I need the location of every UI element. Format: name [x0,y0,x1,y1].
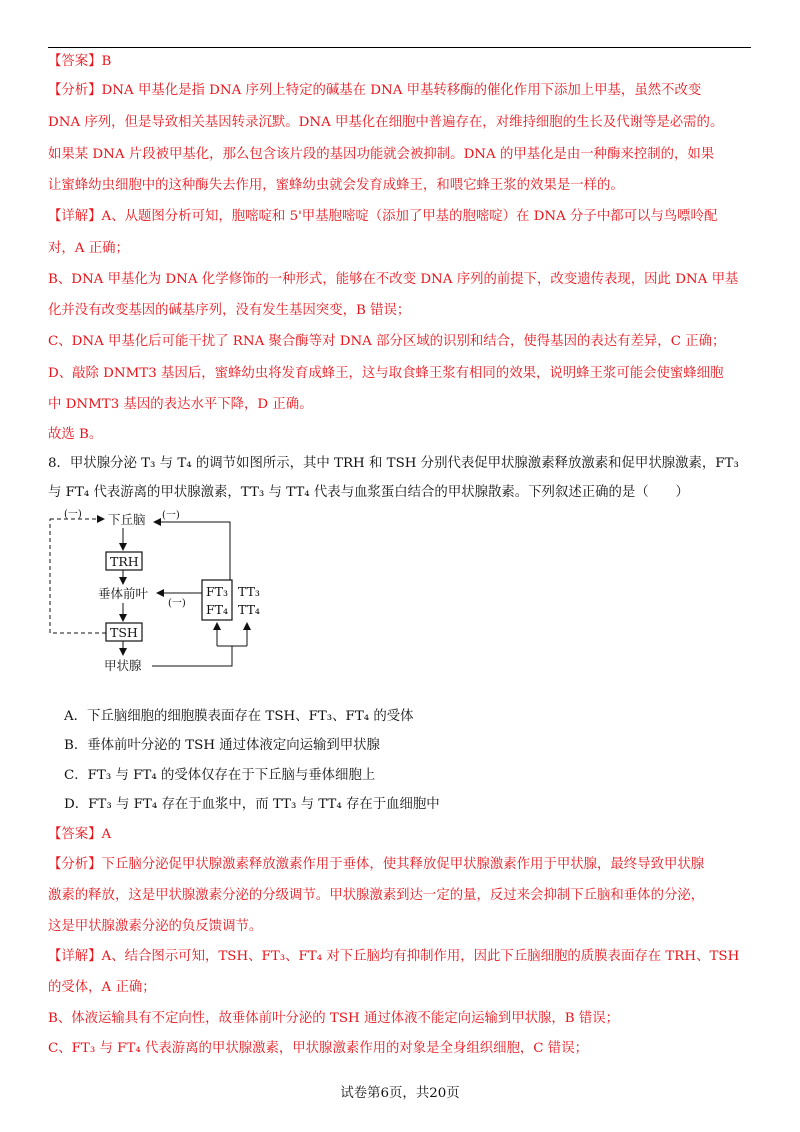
mid-inhibit-label: (一) [168,598,186,609]
tsh-label: TSH [110,625,138,640]
analysis-line-4: 让蜜蜂幼虫细胞中的这种酶失去作用，蜜蜂幼虫就会发育成蜂王，和喂它蜂王浆的效果是一样的。 [48,178,624,193]
detail-line-1: 【详解】A、从题图分析可知，胞嘧啶和 5'甲基胞嘧啶（添加了甲基的胞嘧啶）在 DNA 分子中都可以与鸟嘌呤配 [48,209,718,224]
ft-to-hypothalamus-arrow [154,522,230,581]
ft4-label: FT₄ [206,602,229,617]
dashed-inhibit-label: (一) [64,509,82,520]
tt4-label: TT₄ [238,602,260,617]
thyroid-regulation-diagram [40,500,280,685]
option-c: C．FT₃ 与 FT₄ 的受体仅存在于下丘脑与垂体细胞上 [64,768,376,783]
detail-line-5: C、DNA 甲基化后可能干扰了 RNA 聚合酶等对 DNA 部分区域的识别和结合，使得基因的表达有差异，C 正确； [48,334,726,349]
answer-label-8: 【答案】A [48,827,112,842]
header-rule [48,47,751,48]
detail-line-7: 中 DNMT3 基因的表达水平下降，D 正确。 [48,397,313,412]
page-footer: 试卷第6页，共20页 [340,1086,460,1101]
hypothalamus-label: 下丘脑 [108,512,146,527]
detail8-line-3: B、体液运输具有不定向性，故垂体前叶分泌的 TSH 通过体液不能定向运输到甲状腺，B 错误； [48,1011,620,1026]
detail8-line-4: C、FT₃ 与 FT₄ 代表游离的甲状腺激素，甲状腺激素作用的对象是全身组织细胞，C 错误； [48,1041,588,1056]
analysis-line-2: DNA 序列，但是导致相关基因转录沉默。DNA 甲基化在细胞中普遍存在，对维持细胞的生长及代谢等是必需的。 [48,115,724,130]
detail8-line-1: 【详解】A、结合图示可知，TSH、FT₃、FT₄ 对下丘脑均有抑制作用，因此下丘脑细胞的质膜表面存在 TRH、TSH [48,949,740,964]
question-8-line-1: 8．甲状腺分泌 T₃ 与 T₄ 的调节如图所示，其中 TRH 和 TSH 分别代表促甲状腺激素释放激素和促甲状腺激素，FT₃ [48,456,739,471]
analysis-line-1: 【分析】DNA 甲基化是指 DNA 序列上特定的碱基在 DNA 甲基转移酶的催化作用下添加上甲基，虽然不改变 [48,83,702,98]
thyroid-label: 甲状腺 [104,658,142,673]
analysis8-line-1: 【分析】下丘脑分泌促甲状腺激素释放激素作用于垂体，使其释放促甲状腺激素作用于甲状腺，最终导致甲状腺 [48,857,705,872]
conclusion-line: 故选 B。 [48,427,103,442]
detail-line-4: 化并没有改变基因的碱基序列，没有发生基因突变，B 错误； [48,303,411,318]
option-d: D．FT₃ 与 FT₄ 存在于血浆中，而 TT₃ 与 TT₄ 存在于血细胞中 [64,797,440,812]
analysis8-line-3: 这是甲状腺激素分泌的负反馈调节。 [48,919,263,934]
option-a: A．下丘脑细胞的细胞膜表面存在 TSH、FT₃、FT₄ 的受体 [64,709,414,724]
top-inhibit-label: (一) [162,510,180,521]
tt3-label: TT₃ [238,584,260,599]
trh-label: TRH [110,554,139,569]
analysis8-line-2: 激素的释放，这是甲状腺激素分泌的分级调节。甲状腺激素到达一定的量，反过来会抑制下丘脑和垂体的分泌， [48,888,705,903]
option-b: B．垂体前叶分泌的 TSH 通过体液定向运输到甲状腺 [64,738,380,753]
pituitary-label: 垂体前叶 [98,586,149,601]
detail-line-3: B、DNA 甲基化为 DNA 化学修饰的一种形式，能够在不改变 DNA 序列的前提下，改变遗传表现，因此 DNA 甲基 [48,272,739,287]
ft3-label: FT₃ [206,584,229,599]
analysis-line-3: 如果某 DNA 片段被甲基化，那么包含该片段的基因功能就会被抑制。DNA 的甲基化是由一种酶来控制的，如果 [48,147,715,162]
question-8-line-2: 与 FT₄ 代表游离的甲状腺激素，TT₃ 与 TT₄ 代表与血浆蛋白结合的甲状腺散素。下列叙述正确的是（ ） [48,485,689,500]
thyroid-output-line [152,646,232,666]
detail8-line-2: 的受体，A 正确； [48,980,156,995]
detail-line-2: 对，A 正确； [48,241,129,256]
answer-label-7: 【答案】B [48,54,112,69]
detail-line-6: D、敲除 DNMT3 基因后，蜜蜂幼虫将发育成蜂王，这与取食蜂王浆有相同的效果，说明蜂王浆可能会使蜜蜂细胞 [48,366,724,381]
